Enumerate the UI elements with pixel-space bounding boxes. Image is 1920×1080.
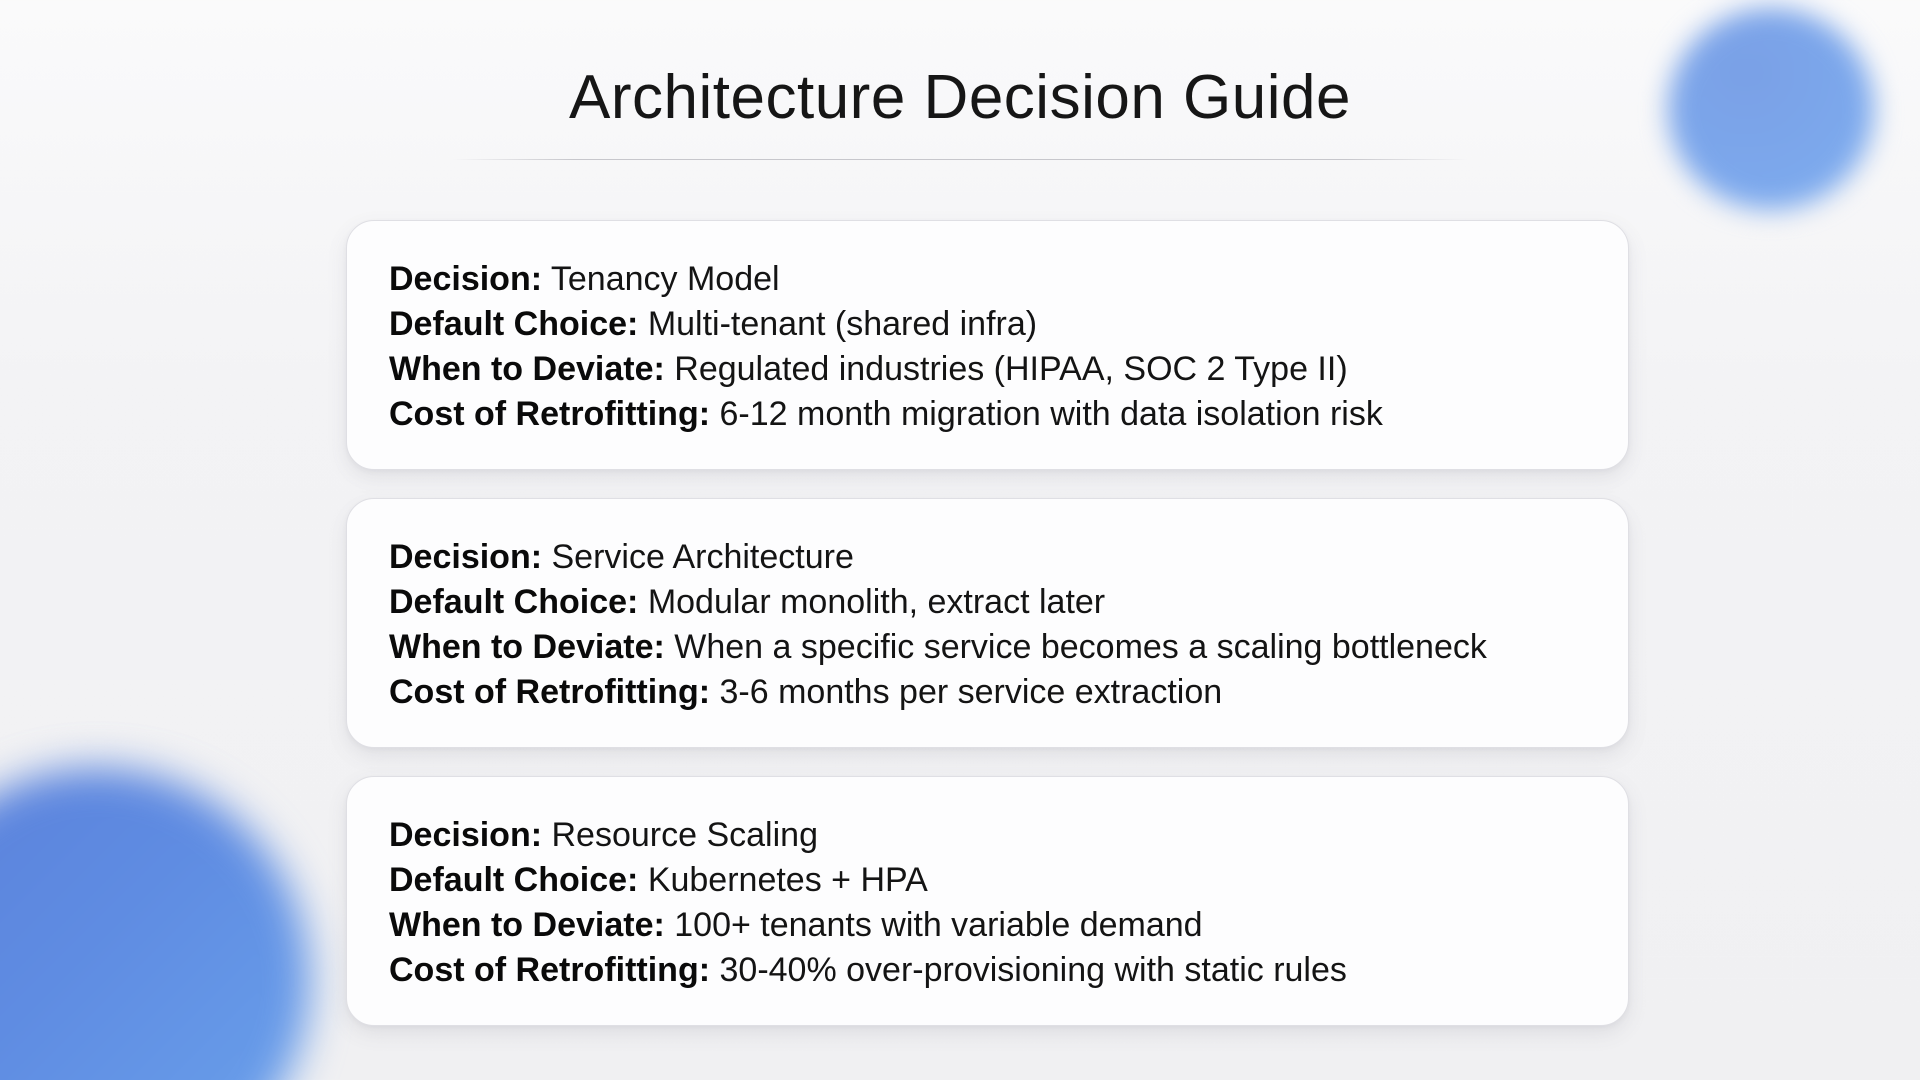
header — [0, 0, 1920, 160]
default-choice-label: Default Choice: — [389, 583, 639, 621]
default-choice-row — [389, 858, 1582, 903]
decision-value: Tenancy Model — [550, 260, 780, 298]
decision-value: Service Architecture — [551, 538, 854, 576]
default-choice-label: Default Choice: — [389, 861, 639, 899]
decision-card-tenancy-model — [346, 220, 1629, 470]
page-title: Architecture Decision Guide — [569, 63, 1351, 132]
decision-row — [389, 257, 1582, 302]
default-choice-value: Modular monolith, extract later — [647, 583, 1106, 621]
decorative-blue-circle-bottom-left — [0, 768, 310, 1080]
default-choice-row — [389, 302, 1582, 347]
title-divider — [452, 159, 1468, 160]
when-to-deviate-row — [389, 347, 1582, 392]
cost-of-retrofitting-label: Cost of Retrofitting: — [389, 395, 711, 433]
decision-label: Decision: — [389, 538, 543, 576]
when-to-deviate-label: When to Deviate: — [389, 628, 665, 666]
when-to-deviate-label: When to Deviate: — [389, 350, 665, 388]
decision-label: Decision: — [389, 816, 543, 854]
cost-of-retrofitting-value: 6-12 month migration with data isolation risk — [719, 395, 1383, 433]
decision-label: Decision: — [389, 260, 543, 298]
when-to-deviate-value: Regulated industries (HIPAA, SOC 2 Type II) — [674, 350, 1348, 388]
decision-value: Resource Scaling — [551, 816, 818, 854]
cost-of-retrofitting-value: 30-40% over-provisioning with static rules — [719, 951, 1347, 989]
cost-of-retrofitting-row — [389, 670, 1582, 715]
decision-card-list — [346, 220, 1629, 1026]
when-to-deviate-label: When to Deviate: — [389, 906, 665, 944]
cost-of-retrofitting-label: Cost of Retrofitting: — [389, 673, 711, 711]
decision-card-resource-scaling — [346, 776, 1629, 1026]
when-to-deviate-value: 100+ tenants with variable demand — [674, 906, 1203, 944]
when-to-deviate-value: When a specific service becomes a scaling bottleneck — [674, 628, 1487, 666]
decision-row — [389, 813, 1582, 858]
default-choice-value: Kubernetes + HPA — [647, 861, 928, 899]
default-choice-value: Multi-tenant (shared infra) — [647, 305, 1038, 343]
cost-of-retrofitting-value: 3-6 months per service extraction — [719, 673, 1223, 711]
decision-row — [389, 535, 1582, 580]
cost-of-retrofitting-row — [389, 948, 1582, 993]
when-to-deviate-row — [389, 903, 1582, 948]
default-choice-row — [389, 580, 1582, 625]
default-choice-label: Default Choice: — [389, 305, 639, 343]
cost-of-retrofitting-row — [389, 392, 1582, 437]
decision-card-service-architecture — [346, 498, 1629, 748]
cost-of-retrofitting-label: Cost of Retrofitting: — [389, 951, 711, 989]
when-to-deviate-row — [389, 625, 1582, 670]
